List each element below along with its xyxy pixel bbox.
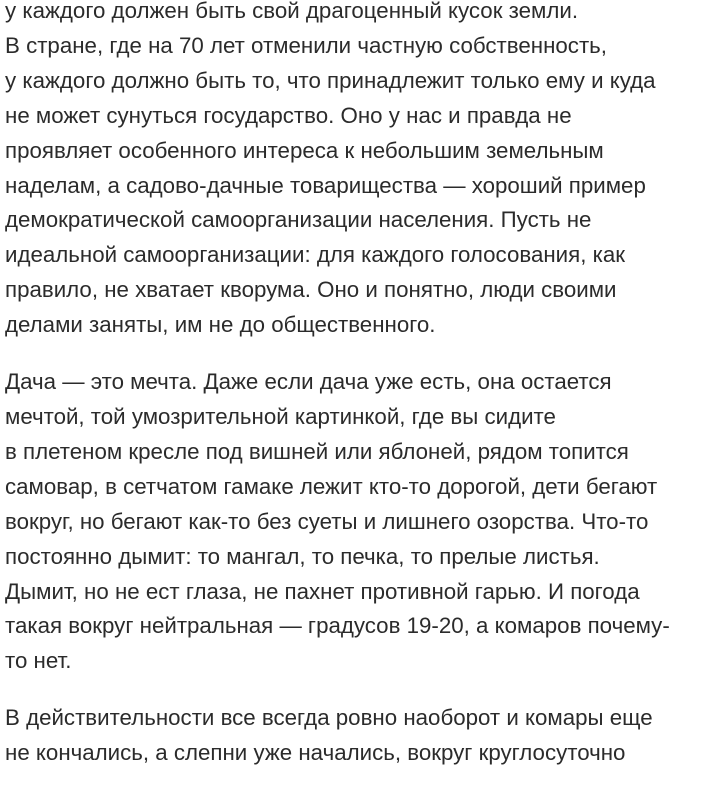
text-line: у каждого должен быть свой драгоценный кусок земли. <box>5 0 579 23</box>
text-line: самовар, в сетчатом гамаке лежит кто-то дорогой, дети бегают <box>5 473 658 499</box>
text-line: то нет. <box>5 648 72 674</box>
text-line: В стране, где на 70 лет отменили частную собственность, <box>5 32 607 58</box>
text-line: такая вокруг нейтральная — градусов 19-20, а комаров почему- <box>5 613 670 639</box>
text-line: проявляет особенного интереса к небольшим земельным <box>5 137 604 163</box>
text-line: постоянно дымит: то мангал, то печка, то прелые листья. <box>5 543 600 569</box>
text-line: в плетеном кресле под вишней или яблоней, рядом топится <box>5 438 629 464</box>
paragraph-3 <box>5 701 717 771</box>
text-line: В действительности все всегда ровно наоборот и комары еще <box>5 705 653 731</box>
text-line: Дымит, но не ест глаза, не пахнет противной гарью. И погода <box>5 578 640 604</box>
text-line: не может сунуться государство. Оно у нас и правда не <box>5 102 572 128</box>
text-line: демократической самоорганизации населения. Пусть не <box>5 207 592 233</box>
text-line: вокруг, но бегают как-то без суеты и лишнего озорства. Что-то <box>5 508 649 534</box>
text-line: делами заняты, им не до общественного. <box>5 312 436 338</box>
text-line: идеальной самоорганизации: для каждого голосования, как <box>5 242 625 268</box>
text-line: правило, не хватает кворума. Оно и понятно, люди своими <box>5 277 617 303</box>
article-body <box>5 0 717 793</box>
paragraph-2 <box>5 365 717 679</box>
text-line: мечтой, той умозрительной картинкой, где вы сидите <box>5 403 556 429</box>
text-line: наделам, а садово-дачные товарищества — хороший пример <box>5 172 646 198</box>
paragraph-1 <box>5 0 717 343</box>
text-line: Дача — это мечта. Даже если дача уже есть, она остается <box>5 369 612 395</box>
text-line: не кончались, а слепни уже начались, вокруг круглосуточно <box>5 740 626 766</box>
text-line: у каждого должно быть то, что принадлежит только ему и куда <box>5 67 656 93</box>
